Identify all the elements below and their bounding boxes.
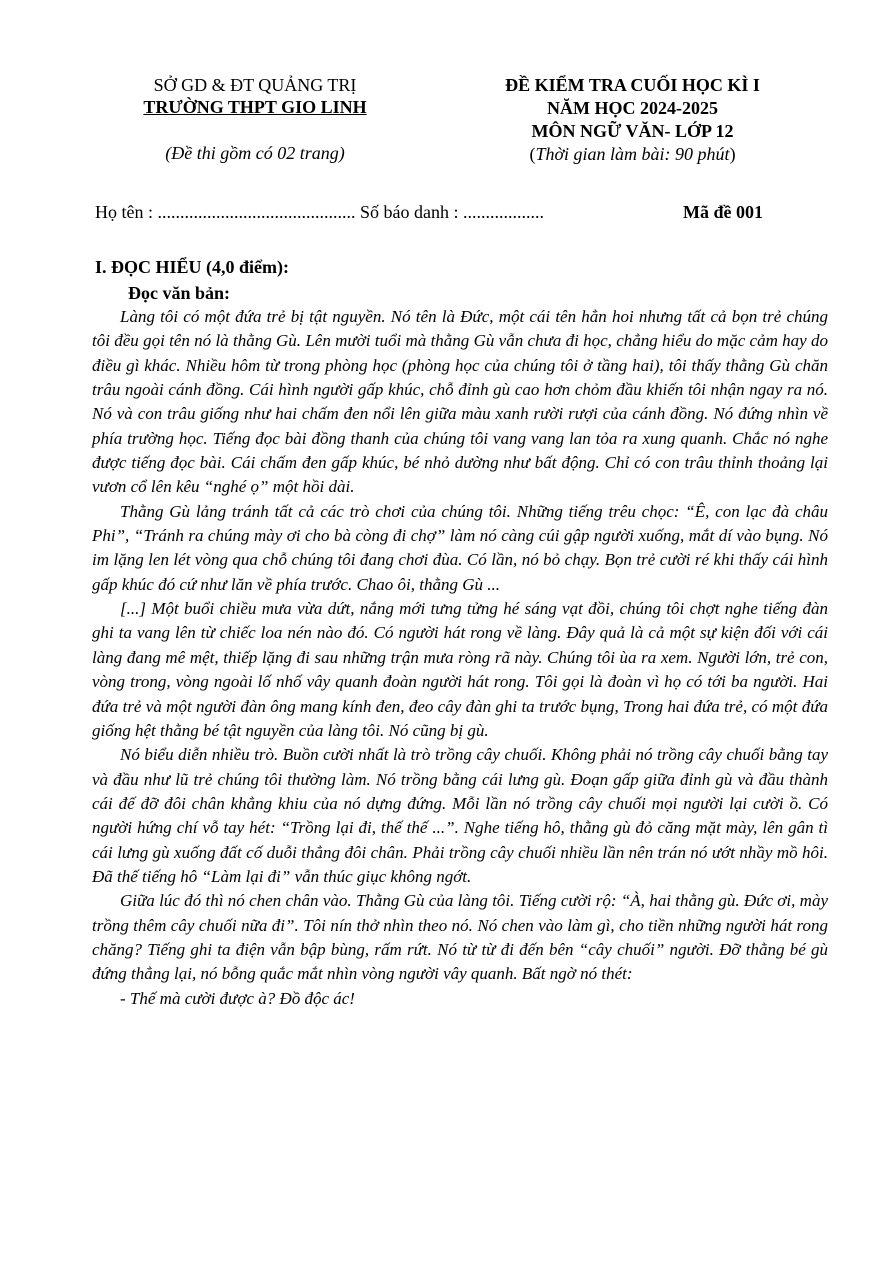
department-name: SỞ GD & ĐT QUẢNG TRỊ xyxy=(153,75,357,95)
passage-paragraph: - Thế mà cười được à? Đồ độc ác! xyxy=(120,988,355,1008)
pages-note: (Đề thi gồm có 02 trang) xyxy=(165,143,345,163)
passage-paragraph: [...] Một buổi chiều mưa vừa dứt, nắng mới tưng tửng hé sáng vạt đồi, chúng tôi chợt nghe tiếng đàn ghi ta vang lên từ chiếc loa nén nào đó. Có người hát rong về làng. Đây quả là cả một sự kiện đối với cái làng đang mê mệt, thiếp lặng đi sau những trận mưa ròng rã này. Chúng tôi ùa ra xem. Người lớn, trẻ con, vòng trong, vòng ngoài lố nhố vây quanh đoàn người hát rong. Tôi gọi là đoàn vì họ có tới ba người. Hai đứa trẻ và một người đàn ông mang kính đen, đeo cây đàn ghi ta trước bụng, Trong hai đứa trẻ, có một đứa giống hệt thằng bé tật nguyền của làng tôi. Nó cũng bị gù. xyxy=(92,599,828,740)
school-header xyxy=(95,74,415,164)
passage-paragraph: Làng tôi có một đứa trẻ bị tật nguyền. Nó tên là Đức, một cái tên hẳn hoi nhưng tất cả bọn trẻ chúng tôi đều gọi tên nó là thằng Gù. Lên mười tuổi mà thằng Gù vẫn chưa đi học, chẳng hiểu do mặc cảm hay do điều gì khác. Nhiều hôm từ trong phòng học (phòng học của chúng tôi ở tầng hai), tôi thấy thằng Gù chăn trâu ngoài cánh đồng. Cái hình người gấp khúc, chỗ đỉnh gù cao hơn chỏm đầu khiến tôi nhận ngay ra nó. Nó và con trâu giống như hai chấm đen nổi lên giữa màu xanh rười rượi của cánh đồng. Nó đứng nhìn về phía trường học. Tiếng đọc bài đồng thanh của chúng tôi vang vang lan tỏa ra xung quanh. Chắc nó nghe được tiếng đọc bài. Cái chấm đen gấp khúc, bé nhỏ dường như bất động. Chỉ có con trâu thỉnh thoảng lại vươn cổ lên kêu “nghé ọ” một hồi dài. xyxy=(92,307,828,497)
subject: MÔN NGỮ VĂN- LỚP 12 xyxy=(531,121,734,141)
section-instruction: Đọc văn bản: xyxy=(128,283,231,303)
section-title: I. ĐỌC HIỂU (4,0 điểm): xyxy=(95,257,289,277)
school-name: TRƯỜNG THPT GIO LINH xyxy=(143,97,367,117)
school-year: NĂM HỌC 2024-2025 xyxy=(547,98,718,118)
passage-paragraph: Thằng Gù lảng tránh tất cả các trò chơi của chúng tôi. Những tiếng trêu chọc: “Ê, con lạc đà châu Phi”, “Tránh ra chúng mày ơi cho bà còng đi chợ” làm nó càng cúi gập người xuống, mắt dí vào bụng. Nó im lặng len lét vòng qua chỗ chúng tôi đang chơi đùa. Có lần, nó bỏ chạy. Bọn trẻ cười ré khi thấy cái hình gấp khúc đó cứ như lăn về phía trước. Chao ôi, thằng Gù ... xyxy=(92,501,828,594)
reading-passage xyxy=(92,305,828,1011)
exam-code: Mã đề 001 xyxy=(683,202,763,222)
passage-paragraph: Nó biểu diễn nhiều trò. Buồn cười nhất là trò trồng cây chuối. Không phải nó trồng cây chuối bằng tay và đầu như lũ trẻ chúng tôi thường làm. Nó trồng bằng cái lưng gù. Đoạn gấp giữa đỉnh gù và đầu thành cái đế đỡ đôi chân khẳng khiu của nó dựng đứng. Mỗi lần nó trồng cây chuối mọi người lại cười ồ. Có người hứng chí vỗ tay hét: “Trồng lại đi, thế thế ...”. Nghe tiếng hô, thằng gù đỏ căng mặt mày, lên gân tì cái lưng gù xuống đất cố duỗi thẳng đôi chân. Phải trồng cây chuối nhiều lần nên trán nó ướt nhầy mồ hôi. Đã thế tiếng hô “Làm lại đi” vẫn thúc giục không ngớt. xyxy=(92,745,828,886)
exam-header xyxy=(470,74,795,166)
name-and-id-line: Họ tên : ............................................ Số báo danh : .................. xyxy=(95,202,544,222)
exam-title: ĐỀ KIỂM TRA CUỐI HỌC KÌ I xyxy=(505,75,760,95)
candidate-info xyxy=(95,201,795,223)
passage-paragraph: Giữa lúc đó thì nó chen chân vào. Thằng Gù của làng tôi. Tiếng cười rộ: “À, hai thằng gù. Đức ơi, mày trồng thêm cây chuối nữa đi”. Tôi nín thở nhìn theo nó. Nó chen vào làm gì, cho tiền những người hát rong chăng? Tiếng ghi ta điện vẫn bập bùng, rấm rứt. Nó từ từ đi đến bên “cây chuối” người. Đỡ thằng bé gù đứng thẳng lại, nó bỗng quắc mắt nhìn vòng người vây quanh. Bất ngờ nó thét: xyxy=(92,891,828,984)
time-limit: (Thời gian làm bài: 90 phút) xyxy=(529,144,736,164)
